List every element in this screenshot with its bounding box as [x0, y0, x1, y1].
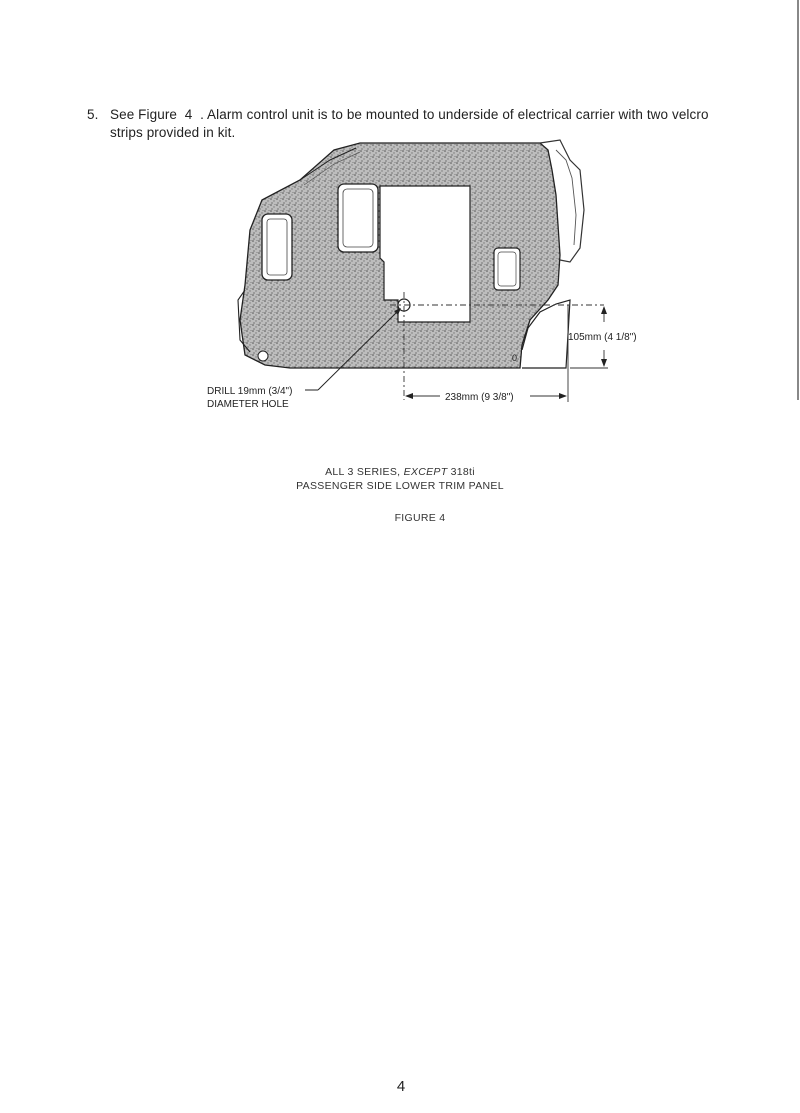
vertical-dimension-label: 105mm (4 1/8"): [568, 332, 637, 343]
caption-line-1: [230, 466, 570, 478]
caption-suffix: 318ti: [450, 466, 475, 478]
page-number: 4: [396, 1078, 406, 1095]
panel-mark: 0: [512, 353, 518, 363]
caption-prefix: ALL 3 SERIES,: [325, 466, 401, 478]
horizontal-dimension-label: 238mm (9 3/8"): [445, 392, 514, 403]
drill-label-line2: DIAMETER HOLE: [207, 399, 289, 410]
left-opening: [338, 184, 378, 252]
step-text-rest: . Alarm control unit is to be mounted to underside of electrical carrier with two velcro strips provided in kit.: [110, 107, 709, 140]
trim-panel-figure: [0, 0, 800, 480]
caption-line-2: PASSENGER SIDE LOWER TRIM PANEL: [296, 480, 504, 492]
step-number: 5.: [87, 107, 99, 122]
drill-label-line1: DRILL 19mm (3/4"): [207, 386, 293, 397]
step-text-prefix: See Figure: [110, 107, 178, 122]
far-left-opening: [262, 214, 292, 280]
figure-label: FIGURE 4: [394, 512, 446, 524]
scan-edge-line: [797, 0, 799, 400]
figure-reference: 4: [184, 107, 193, 122]
vertical-dimension: [568, 306, 637, 368]
caption-emphasis: EXCEPT: [403, 466, 448, 478]
